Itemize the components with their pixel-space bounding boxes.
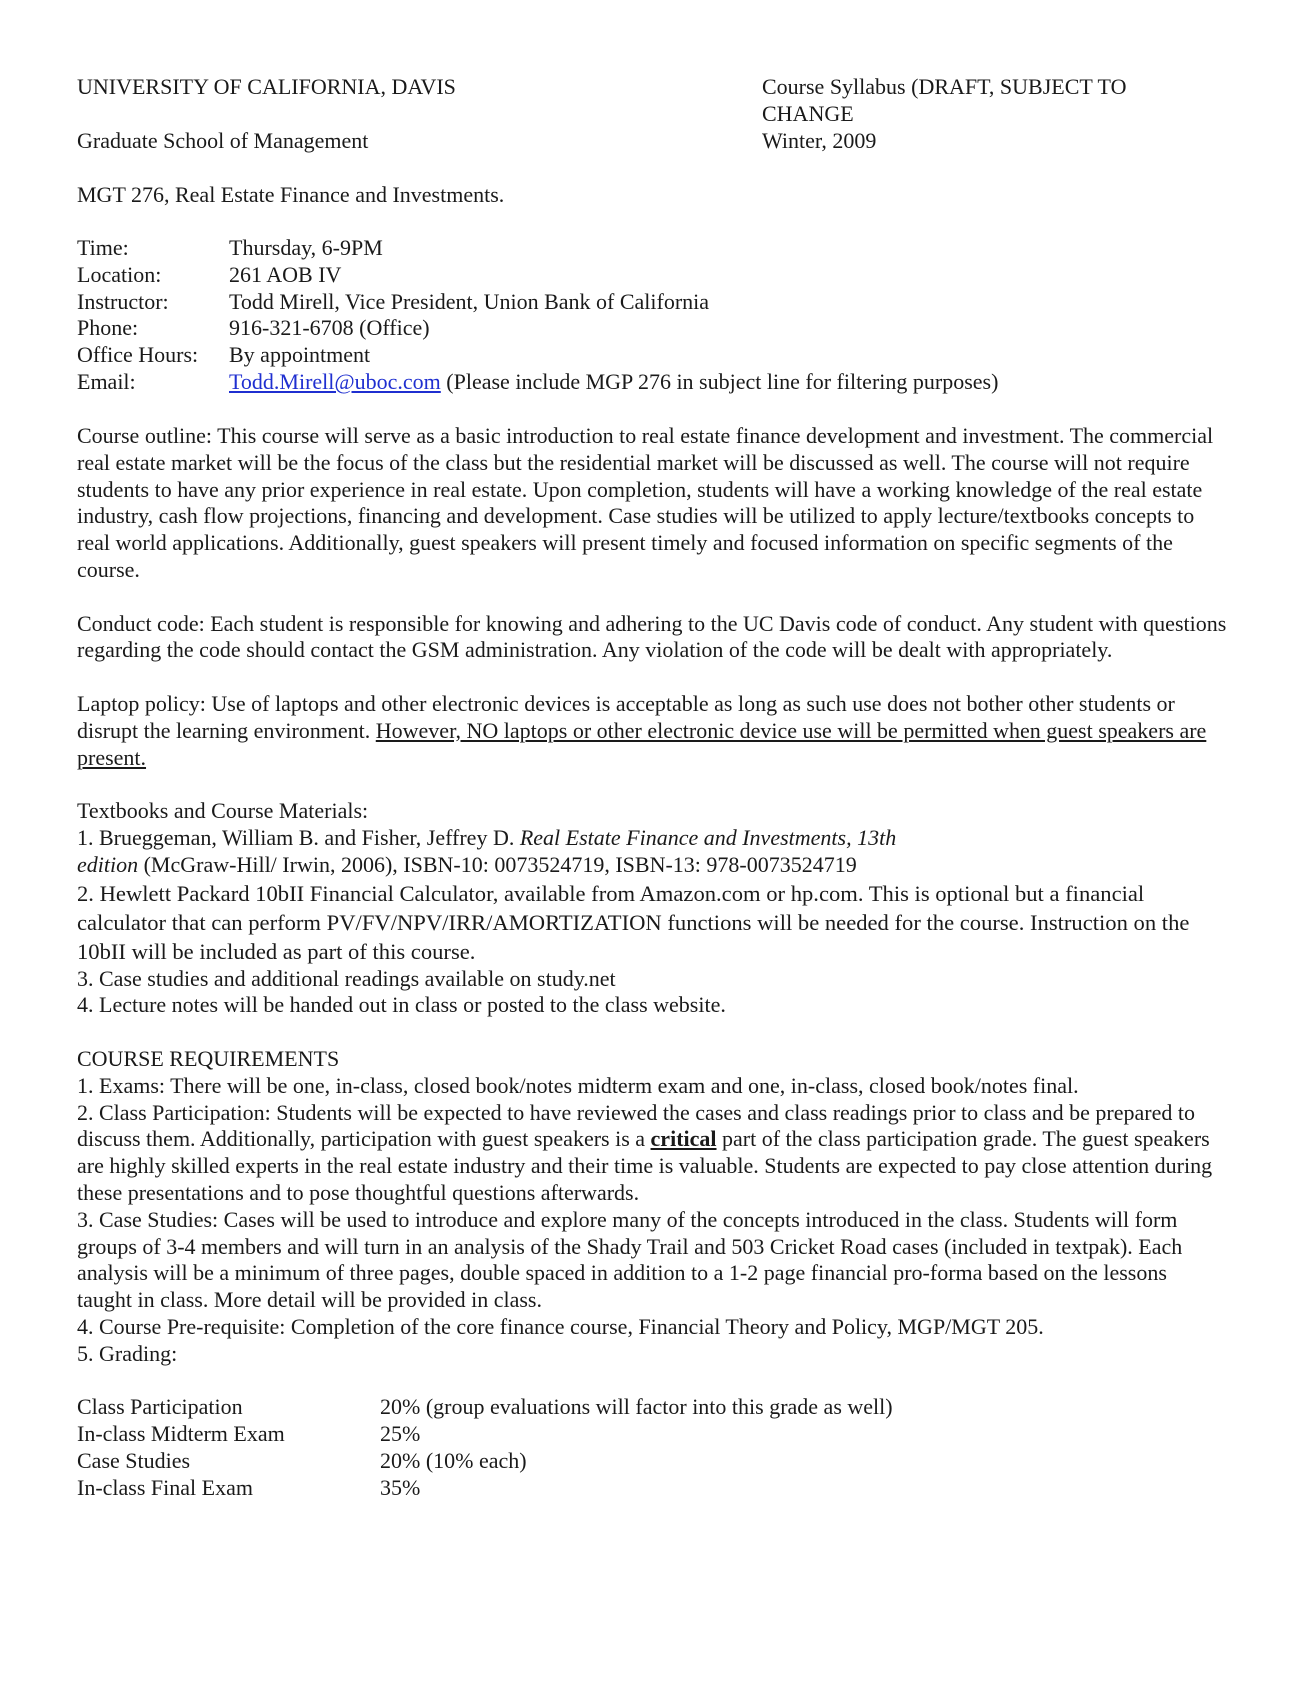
email-label: Email: [77,368,136,394]
textbooks-heading: Textbooks and Course Materials: [77,798,369,824]
info-row-office-hours [77,342,998,369]
requirement-item-3: 3. Case Studies: Cases will be used to introduce and explore many of the concepts introduced in the class. Students will form groups of 3-4 members and will turn in an analysis of the Shady Trail and 503 Cricket Road cases (included in textpak). Each analysis will be a minimum of three pages, double spaced in addition to a 1-2 page financial pro-forma based on the lessons taught in class. More detail will be provided in class. [77,1206,1183,1313]
requirement-item-1: 1. Exams: There will be one, in-class, closed book/notes midterm exam and one, in-class, closed book/notes final. [77,1072,1079,1098]
textbook-item-1-authors: 1. Brueggeman, William B. and Fisher, Jeffrey D. [77,824,520,850]
requirement-item-2 [77,1100,1227,1207]
grading-value: 20% (group evaluations will factor into this grade as well) [380,1394,893,1420]
requirements-heading: COURSE REQUIREMENTS [77,1045,340,1071]
course-title: MGT 276, Real Estate Finance and Investments. [77,182,505,207]
office-hours-value: By appointment [229,342,371,368]
grading-value: 35% [380,1474,421,1500]
header-right [762,74,1182,154]
university-name: UNIVERSITY OF CALIFORNIA, DAVIS [77,74,456,99]
school-name: Graduate School of Management [77,127,369,153]
grading-value: 25% [380,1421,421,1447]
syllabus-body [77,423,1227,1501]
textbook-item-2: 2. Hewlett Packard 10bII Financial Calculator, available from Amazon.com or hp.com. This is optional but a financial calculator that can perform PV/FV/NPV/IRR/AMORTIZATION functions will be needed for the course. Instruction on the 10bII will be included as part of this course. [77,880,1190,964]
course-info [77,235,998,396]
email-note: (Please include MGP 276 in subject line for filtering purposes) [440,368,999,394]
textbook-item-4: 4. Lecture notes will be handed out in class or posted to the class website. [77,992,726,1018]
laptop-policy-text: Laptop policy: Use of laptops and other electronic devices is acceptable as long as such use does not bother other students or disrupt the learning environment. [77,690,1175,743]
textbook-item-1-edition: edition [77,851,139,877]
instructor-label: Instructor: [77,288,169,314]
requirement-item-2-text-cont: part of the class participation grade. The guest speakers are highly skilled experts in the real estate industry and their time is valuable. Students are expected to pay close attention during these presentations and to pose thoughtful questions afterwards. [77,1126,1213,1205]
requirement-item-4: 4. Course Pre-requisite: Completion of the core finance course, Financial Theory and Policy, MGP/MGT 205. [77,1313,1044,1339]
phone-value: 916-321-6708 (Office) [229,315,430,341]
info-row-email [77,369,998,396]
laptop-policy-warning: However, NO laptops or other electronic device use will be permitted when guest speakers are present. [77,717,1207,770]
requirements-section [77,1046,1227,1368]
grading-label: Case Studies [77,1447,191,1473]
requirement-item-5: 5. Grading: [77,1340,178,1366]
email-link[interactable]: Todd.Mirell@uboc.com [229,368,441,394]
office-hours-label: Office Hours: [77,342,199,368]
laptop-policy-paragraph [77,691,1227,771]
email-value [229,369,998,396]
textbooks-section [77,798,1227,1019]
grading-table [77,1394,1227,1501]
textbook-item-3: 3. Case studies and additional readings available on study.net [77,965,616,991]
conduct-code-paragraph: Conduct code: Each student is responsible for knowing and adhering to the UC Davis code of conduct. Any student with questions regarding the code should contact the GSM administration. Any violation of the code will be dealt with appropriately. [77,610,1227,663]
info-row-location [77,262,998,289]
time-label: Time: [77,235,129,260]
info-row-time [77,235,998,262]
info-row-instructor [77,289,998,316]
phone-label: Phone: [77,315,139,341]
syllabus-label: Course Syllabus (DRAFT, SUBJECT TO [762,74,1127,99]
grading-row [77,1394,1227,1421]
course-outline-paragraph: Course outline: This course will serve as a basic introduction to real estate finance development and investment. The commercial real estate market will be the focus of the class but the residential market will be discussed as well. The course will not require students to have any prior experience in real estate. Upon completion, students will have a working knowledge of the real estate industry, cash flow projections, financing and development. Case studies will be utilized to apply lecture/textbooks concepts to real world applications. Additionally, guest speakers will present timely and focused information on specific segments of the course. [77,423,1214,582]
grading-label: In-class Midterm Exam [77,1421,285,1447]
requirement-item-2-text: 2. Class Participation: Students will be expected to have reviewed the cases and class readings prior to class and be prepared to discuss them. Additionally, participation with guest speakers is a [77,1099,1195,1152]
grading-label: In-class Final Exam [77,1474,253,1500]
textbook-item-1-title: Real Estate Finance and Investments, 13th [519,824,897,850]
location-value: 261 AOB IV [229,261,342,287]
grading-row [77,1421,1227,1448]
grading-row [77,1475,1227,1502]
syllabus-label-cont: CHANGE [762,100,854,126]
term-label: Winter, 2009 [762,127,877,153]
location-label: Location: [77,261,162,287]
grading-label: Class Participation [77,1394,243,1420]
grading-value: 20% (10% each) [380,1447,527,1473]
textbook-item-1 [77,825,1227,852]
info-row-phone [77,315,998,342]
instructor-value: Todd Mirell, Vice President, Union Bank of California [229,288,710,314]
textbook-item-1-details: (McGraw-Hill/ Irwin, 2006), ISBN-10: 0073524719, ISBN-13: 978-0073524719 [138,851,857,877]
time-value: Thursday, 6-9PM [229,235,383,260]
grading-row [77,1448,1227,1475]
textbook-item-1-cont [77,852,1227,879]
requirement-item-2-emphasis: critical [650,1126,717,1152]
header-left [77,74,637,154]
